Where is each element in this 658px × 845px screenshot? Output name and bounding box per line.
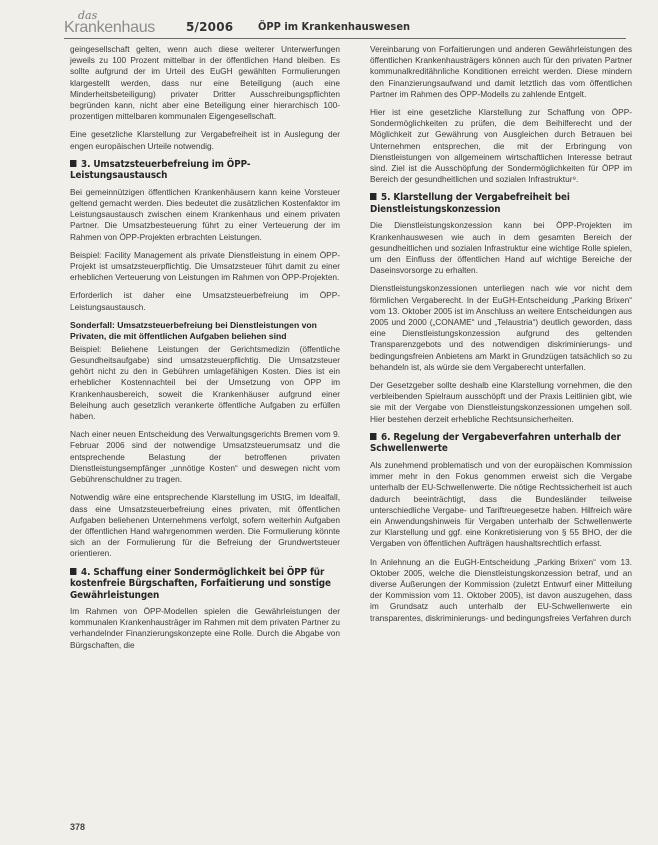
square-bullet-icon: [370, 433, 376, 440]
section-heading-5: 5. Klarstellung der Vergabefreiheit bei Dienstleistungskonzession: [370, 192, 570, 215]
square-bullet-icon: [370, 193, 376, 200]
logo-das: das: [78, 9, 98, 22]
paragraph: Vereinbarung von Forfaitierungen und anderen Gewährleistungen des öffentlichen Krankenhausträgers können auch für den privaten Partner kommunalkreditähnliche Konditionen erreicht werden. Diese mindern den Finanzierungsaufwand und damit letztlich das vom öffentlichen Partner im Rahmen des ÖPP-Modells zu zahlende Entgelt.: [370, 44, 632, 99]
page-number: 378: [70, 822, 86, 832]
section-heading-4: 4. Schaffung einer Sondermöglichkeit bei ÖPP für kostenfreie Bürgschaften, Forfaitierung und sonstige Gewährleistungen: [70, 566, 331, 601]
journal-logo: [64, 10, 178, 38]
header-rule: [64, 38, 626, 39]
paragraph: Beispiel: Facility Management als private Dienstleistung in einem ÖPP-Projekt ist umsatzsteuerpflichtig. Die Umsatzsteuer führt damit zu einer erheblichen Verteuerung von Leistungen im Rahmen von ÖPP-Projekten.: [70, 249, 340, 283]
right-column: [370, 44, 632, 631]
paragraph: Der Gesetzgeber sollte deshalb eine Klarstellung vornehmen, die den verbleibenden Spielraum ausschöpft und der Praxis Leitlinien gibt, wie sie mit der Vergabe von Dienstleistungskonzessionen umgehen soll. Hier bestehen derzeit erhebliche Rechtsunsicherheiten.: [370, 380, 632, 424]
paragraph: Die Dienstleistungskonzession kann bei ÖPP-Projekten im Krankenhauswesen wie auch in dem gesamten Bereich der gesundheitlichen und sozialen Infrastruktur eine wichtige Rolle spielen, um den Einfluss der öffentlichen Hand auf wichtige Bereiche der Daseinsvorsorge zu erhalten.: [370, 220, 632, 276]
paragraph: Hier ist eine gesetzliche Klarstellung zur Schaffung von ÖPP-Sondermöglichkeiten zu prüfen, die dem Beihilferecht und der Möglichkeit zur Gewährung von Ausgleichen durch Betrauen bei Unternehmen entsprechen, die mit der Erbringung von Dienstleistungen von allgemeinem wirtschaftlichen Interesse betraut sind. Ziel ist die Ausschöpfung der Sondermöglichkeiten für ÖPP im Bereich der gesundheitlichen und sozialen Infrastruktur⁹.: [370, 107, 632, 185]
paragraph: Nach einer neuen Entscheidung des Verwaltungsgerichts Bremen vom 9. Februar 2006 sind der notwendige Umsatzsteuerumsatz und die entsprechende Belastung der betroffenen privaten Dienstleistungsempfänger „unnötige Kosten“ und deswegen nicht vom Gebührenschuldner zu tragen.: [70, 429, 340, 485]
issue-number: 5/2006: [186, 20, 234, 34]
paragraph: Als zunehmend problematisch und von der europäischen Kommission immer mehr in den Fokus genommen erweist sich die Vergabe unterhalb der EU-Schwellenwerte. Die nötige Rechtssicherheit ist auch dadurch beeinträchtigt, dass die Bundesländer teilweise unterschiedliche Vergabe- und Tariftreuegesetze haben. Hilfreich wäre ein Anwendungshinweis für Vergaben unterhalb der Schwellenwerte zur Klarstellung und ggf. eine Konkretisierung von § 55 BHO, der die Vergaben von öffentlichen Aufträgen haushaltsrechtlich erfasst.: [370, 459, 632, 549]
square-bullet-icon: [70, 160, 76, 167]
logo-word: Krankenhaus: [64, 19, 155, 36]
left-column: [70, 44, 340, 658]
running-title: ÖPP im Krankenhauswesen: [258, 20, 411, 33]
square-bullet-icon: [70, 568, 76, 575]
paragraph: geingesellschaft gelten, wenn auch diese weiterer Unterwerfungen jeweils zu 100 Prozent mittelbar in der öffentlichen Hand bleiben. Es sollte aufgrund der im Urteil des EuGH gewählten Formulierungen klargestellt werden, dass nur eine Beteiligung (auch eine Minderheitsbeteiligung) privater Dritter Ausschreibungspflichten begründen kann, nicht aber eine Beteiligung einer hierarchisch 100-prozentigen mittelbaren kommunalen Eigengesellschaft.: [70, 44, 340, 122]
paragraph: Notwendig wäre eine entsprechende Klarstellung im UStG, im Idealfall, dass eine Umsatzsteuerbefreiung eines privaten, mit öffentlichen Aufgaben beliehenen Unternehmens verfolgt, sofern weiterhin Aufgaben der öffentlichen Hand wahrgenommen werden. Die Formulierung könnte sich an der Formulierung für die Befreiung der Grundwertsteuer orientieren.: [70, 492, 340, 559]
paragraph: Dienstleistungskonzessionen unterliegen nach wie vor nicht dem förmlichen Vergaberecht. In der EuGH-Entscheidung „Parking Brixen“ vom 13. Oktober 2005 ist im Anschluss an weitere Entscheidungen aus 2005 und 2000 („CONAME“ und „Telaustria“) deutlich geworden, dass eine Dienstleistungskonzession aufgrund des geltenden Transparenzgebots und des notwendigen diskriminierungs- und bedingungsfreien Anbietens am Markt in Grundzügen tatsächlich so zu behandeln ist, als würde sie dem Vergaberecht unterfallen.: [370, 283, 632, 372]
paragraph: Im Rahmen von ÖPP-Modellen spielen die Gewährleistungen der kommunalen Krankenhausträger im Rahmen mit dem privaten Partner zu verhandelnder Finanzierungskonzepte eine Rolle. Durch die Abgabe von Bürgschaften, die: [70, 606, 340, 650]
section-heading-3: 3. Umsatzsteuerbefreiung im ÖPP-Leistungsaustausch: [70, 158, 251, 182]
paragraph: Beispiel: Beliehene Leistungen der Gerichtsmedizin (öffentliche Gesundheitsaufgabe) sind umsatzsteuerpflichtig. Die Umsatzsteuer gehört nicht zu den in Gebühren umlagefähigen Kosten. Dies ist ein erheblicher Kostennachteil bei der Umsetzung von ÖPP im Krankenhausbereich, soweit die Krankenhäuser aufgrund einer Beleihung auch gesetzlich verankerte öffentliche Aufgaben zu erfüllen haben.: [70, 343, 340, 422]
paragraph: Bei gemeinnützigen öffentlichen Krankenhäusern kann keine Vorsteuer geltend gemacht werden. Dies bedeutet die zusätzlichen Kostenfaktor im Leistungsaustausch zwischen einem Krankenhaus und einem privaten Partner. Die Umsatzbesteuerung führt zu einer Verteuerung der im Rahmen von ÖPP-Projekten erbrachten Leistungen.: [70, 186, 340, 242]
paragraph: In Anlehnung an die EuGH-Entscheidung „Parking Brixen“ vom 13. Oktober 2005, welche die Dienstleistungskonzession betraf, und an diverse Äußerungen der Kommission (zuletzt Entwurf einer Mitteilung der Kommission vom 11. Oktober 2005), ist davon auszugehen, dass im Grundsatz auch unterhalb der EU-Schwellenwerte ein transparentes, diskriminierungs- und bedingungsfreies Verfahren durch: [370, 556, 632, 623]
section-heading-6: 6. Regelung der Vergabeverfahren unterhalb der Schwellenwerte: [370, 431, 621, 455]
paragraph: Eine gesetzliche Klarstellung zur Vergabefreiheit ist in Auslegung der engen europäischen Urteile notwendig.: [70, 129, 340, 151]
subheading-sonderfall: Sonderfall: Umsatzsteuerbefreiung bei Dienstleistungen von Privaten, die mit öffentlichen Aufgaben beliehen sind: [70, 319, 317, 341]
page-header: [64, 8, 628, 38]
paragraph: Erforderlich ist daher eine Umsatzsteuerbefreiung im ÖPP-Leistungsaustausch.: [70, 290, 340, 312]
